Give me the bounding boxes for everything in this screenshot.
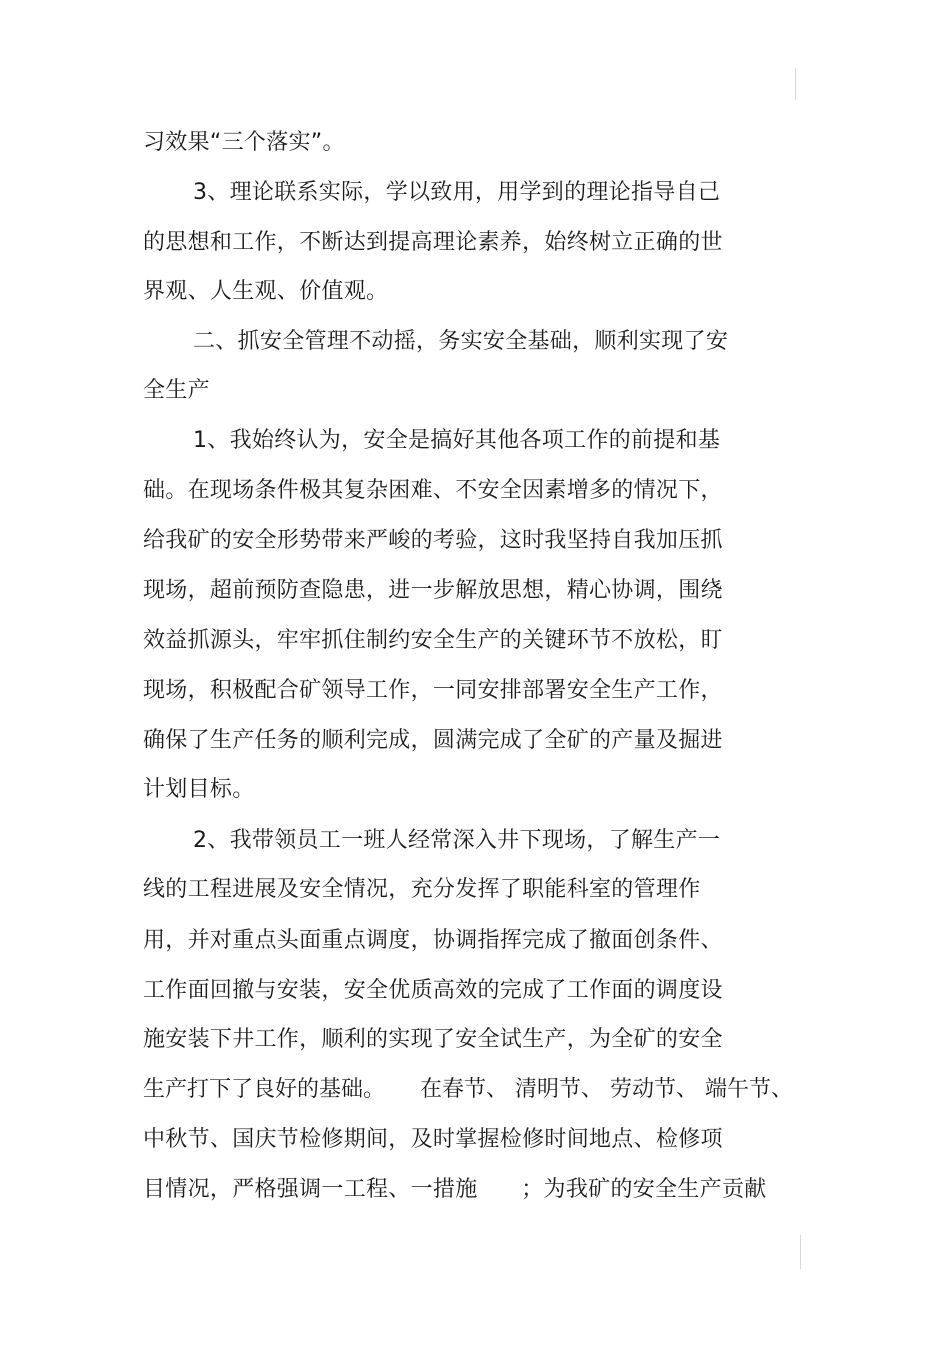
text-line: 3、理论联系实际，学以致用，用学到的理论指导自己: [193, 180, 721, 205]
text-line: 习效果“三个落实”。: [143, 130, 345, 155]
text-line: 中秋节、国庆节检修期间，及时掌握检修时间地点、检修项: [143, 1127, 723, 1152]
text-line: 界观、人生观、价值观。: [143, 279, 389, 304]
text-line: 的思想和工作，不断达到提高理论素养，始终树立正确的世: [143, 230, 723, 255]
text-line: 1、我始终认为，安全是搞好其他各项工作的前提和基: [193, 428, 721, 453]
page-edge-mark: [795, 68, 796, 100]
text-line: 效益抓源头，牢牢抓住制约安全生产的关键环节不放松，盯: [143, 628, 723, 653]
section-heading: 全生产: [143, 378, 210, 403]
text-line: 确保了生产任务的顺利完成，圆满完成了全矿的产量及掘进: [143, 728, 723, 753]
text-line: 工作面回撤与安装，安全优质高效的完成了工作面的调度设: [143, 978, 723, 1003]
text-line: 现场，积极配合矿领导工作，一同安排部署安全生产工作，: [143, 678, 723, 703]
text-line: 线的工程进展及安全情况，充分发挥了职能科室的管理作: [143, 877, 701, 902]
text-line: 现场，超前预防查隐患，进一步解放思想，精心协调，围绕: [143, 578, 723, 603]
text-line: 础。在现场条件极其复杂困难、不安全因素增多的情况下，: [143, 478, 723, 503]
text-line: 计划目标。: [143, 777, 255, 802]
text-line: 用，并对重点头面重点调度，协调指挥完成了撤面创条件、: [143, 928, 723, 953]
section-heading: 二、抓安全管理不动摇，务实安全基础，顺利实现了安: [193, 329, 729, 354]
text-line: 施安装下井工作，顺利的实现了安全试生产，为全矿的安全: [143, 1027, 723, 1052]
text-line: 生产打下了良好的基础。 在春节、 清明节、 劳动节、 端午节、: [143, 1077, 793, 1102]
text-line: 2、我带领员工一班人经常深入井下现场，了解生产一: [193, 828, 721, 853]
text-line: 给我矿的安全形势带来严峻的考验，这时我坚持自我加压抓: [143, 528, 723, 553]
page-edge-mark: [800, 1235, 801, 1269]
text-line: 目情况，严格强调一工程、一措施 ；为我矿的安全生产贡献: [143, 1177, 767, 1202]
